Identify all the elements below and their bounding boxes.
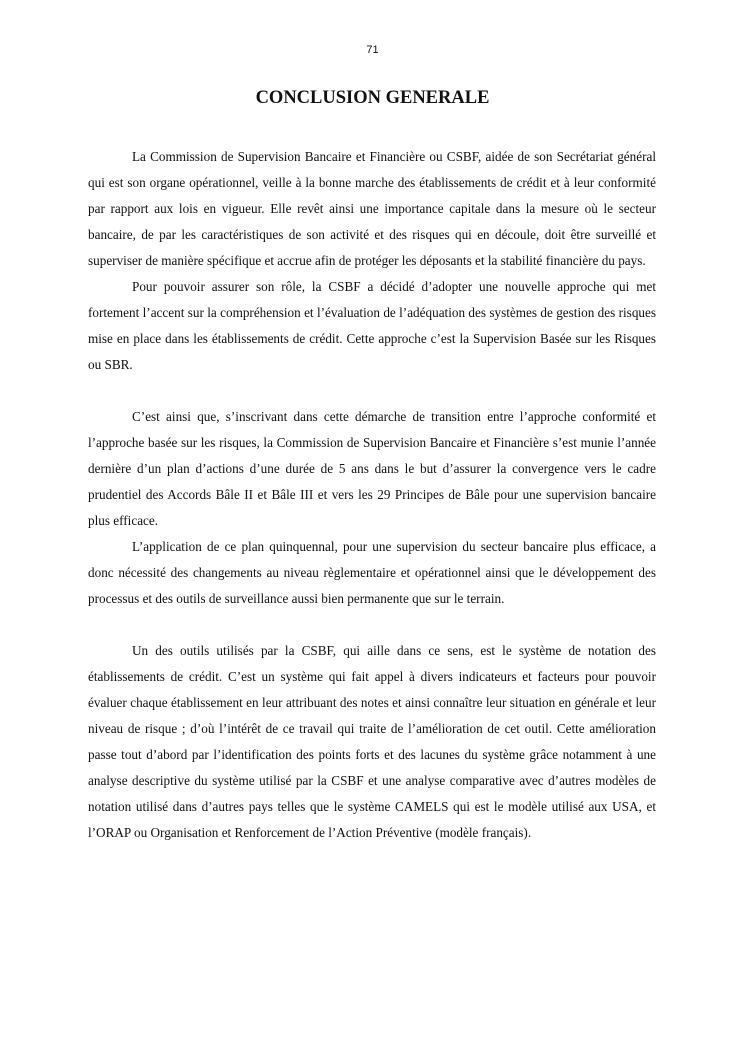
paragraph-action-plan: C’est ainsi que, s’inscrivant dans cette démarche de transition entre l’approche conformité et l’approche basée sur les risques, la Commission de Supervision Bancaire et Financière s’est munie l’année dernière d’un plan d’actions d’une durée de 5 ans dans le but d’assurer la convergence vers le cadre prudentiel des Accords Bâle II et Bâle III et vers les 29 Principes de Bâle pour une supervision bancaire plus efficace. [88, 409, 656, 528]
paragraph-spacer [88, 612, 656, 638]
page-title: CONCLUSION GENERALE [255, 88, 490, 108]
page-number: 71 [366, 44, 379, 56]
paragraph-sbr-approach: Pour pouvoir assurer son rôle, la CSBF a décidé d’adopter une nouvelle approche qui met fortement l’accent sur la compréhension et l’évaluation de l’adéquation des systèmes de gestion des risques mise en place dans les établissements de crédit. Cette approche c’est la Supervision Basée sur les Risques ou SBR. [88, 279, 656, 372]
paragraph-csbf-role: La Commission de Supervision Bancaire et Financière ou CSBF, aidée de son Secrétariat général qui est son organe opérationnel, veille à la bonne marche des établissements de crédit et à leur conformité par rapport aux lois en vigueur. Elle revêt ainsi une importance capitale dans la mesure où le secteur bancaire, de par les caractéristiques de son activité et des risques qui en découle, doit être surveillé et superviser de manière spécifique et accrue afin de protéger les déposants et la stabilité financière du pays. [88, 149, 656, 268]
paragraph-rating-system: Un des outils utilisés par la CSBF, qui aille dans ce sens, est le système de notation des établissements de crédit. C’est un système qui fait appel à divers indicateurs et facteurs pour pouvoir évaluer chaque établissement en leur attribuant des notes et ainsi connaître leur situation en générale et leur niveau de risque ; d’où l’intérêt de ce travail qui traite de l’amélioration de cet outil. Cette amélioration passe tout d’abord par l’identification des points forts et des lacunes du système grâce notamment à une analyse descriptive du système utilisé par la CSBF et une analyse comparative avec d’autres modèles de notation utilisé dans d’autres pays telles que le système CAMELS qui est le modèle utilisé aux USA, et l’ORAP ou Organisation et Renforcement de l’Action Préventive (modèle français). [88, 643, 656, 840]
body-text [88, 144, 656, 846]
paragraph-five-year-plan: L’application de ce plan quinquennal, pour une supervision du secteur bancaire plus efficace, a donc nécessité des changements au niveau règlementaire et opérationnel ainsi que le développement des processus et des outils de surveillance aussi bien permanente que sur le terrain. [88, 539, 656, 606]
paragraph-spacer [88, 378, 656, 404]
